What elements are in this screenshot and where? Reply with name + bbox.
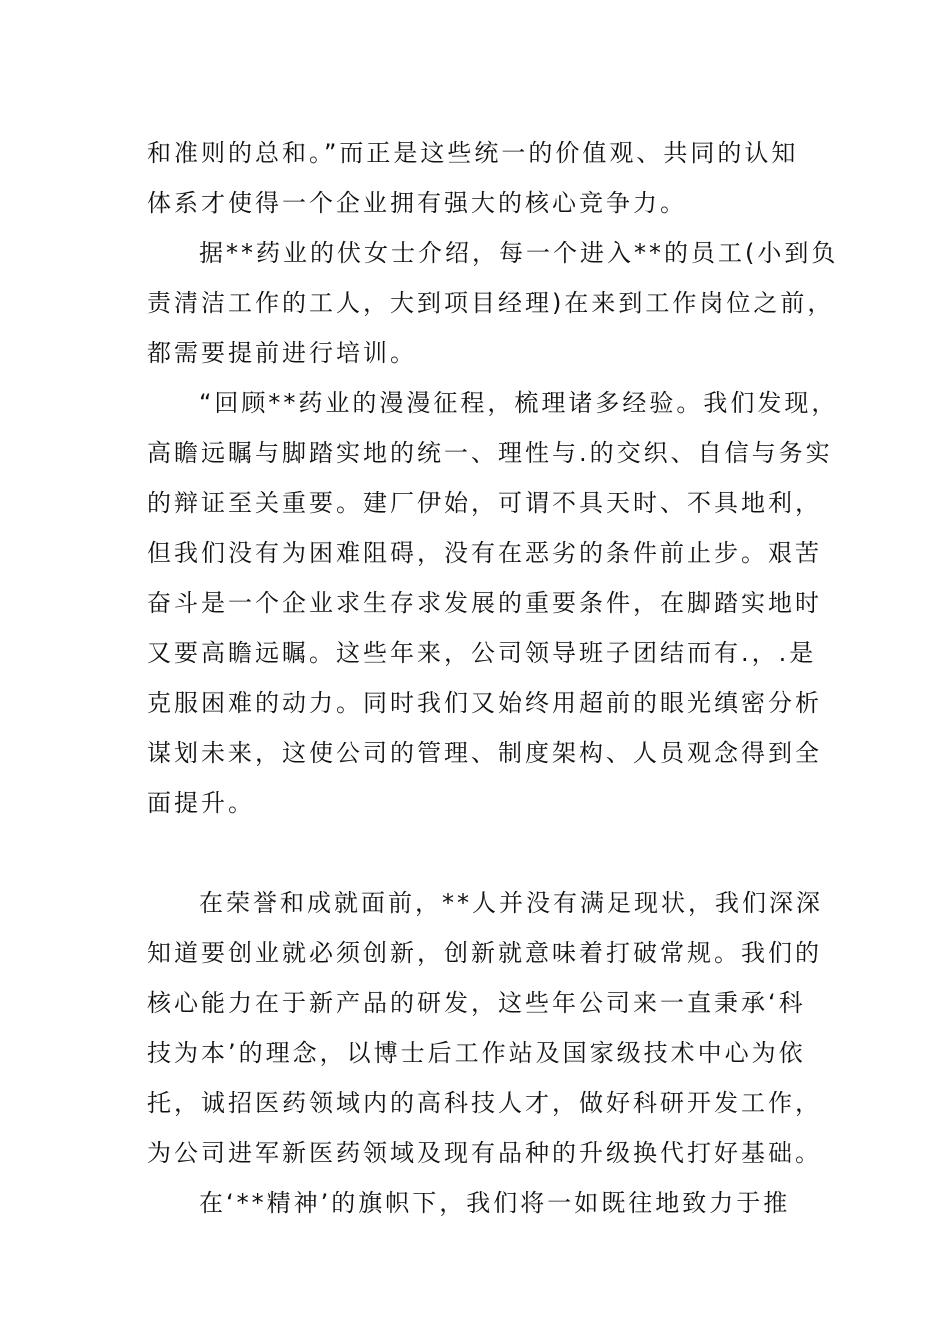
text-line: 谋划未来，这使公司的管理、制度架构、人员观念得到全 (147, 739, 822, 767)
text-line: 据**药业的伏女士介绍，每一个进入**的员工(小到负 (199, 239, 839, 267)
text-line: 奋斗是一个企业求生存求发展的重要条件，在脚踏实地时 (147, 589, 822, 617)
text-line: 知道要创业就必须创新，创新就意味着打破常规。我们的 (147, 939, 822, 967)
document-body (147, 128, 839, 1228)
text-line: 托，诚招医药领域内的高科技人才，做好科研开发工作， (147, 1089, 822, 1117)
text-line: 克服困难的动力。同时我们又始终用超前的眼光缜密分析 (147, 689, 822, 717)
text-line: 高瞻远瞩与脚踏实地的统一、理性与.的交织、自信与务实 (147, 439, 833, 467)
text-line: 技为本’的理念，以博士后工作站及国家级技术中心为依 (147, 1039, 806, 1067)
paragraph-2 (147, 228, 839, 378)
text-line: 体系才使得一个企业拥有强大的核心竞争力。 (147, 189, 687, 217)
text-line: 在荣誉和成就面前，**人并没有满足现状，我们深深 (199, 889, 823, 917)
text-line: 的辩证至关重要。建厂伊始，可谓不具天时、不具地利， (147, 489, 822, 517)
text-line: 但我们没有为困难阻碍，没有在恶劣的条件前止步。艰苦 (147, 539, 822, 567)
text-line: 又要高瞻远瞩。这些年来，公司领导班子团结而有.，.是 (147, 639, 817, 667)
text-line: 和准则的总和。”而正是这些统一的价值观、共同的认知 (147, 139, 799, 167)
text-line: 责清洁工作的工人，大到项目经理)在来到工作岗位之前， (147, 289, 835, 317)
text-line: “回顾**药业的漫漫征程，梳理诸多经验。我们发现， (199, 389, 839, 417)
paragraph-3 (147, 378, 839, 828)
paragraph-1 (147, 128, 817, 228)
text-line: 为公司进军新医药领域及现有品种的升级换代打好基础。 (147, 1139, 822, 1167)
paragraph-4 (147, 878, 823, 1178)
text-line: 核心能力在于新产品的研发，这些年公司来一直秉承‘科 (147, 989, 806, 1017)
text-line: 都需要提前进行培训。 (147, 339, 417, 367)
text-line: 面提升。 (147, 789, 255, 817)
paragraph-gap (147, 828, 817, 878)
paragraph-5 (147, 1178, 817, 1228)
text-line: 在‘**精神’的旗帜下，我们将一如既往地致力于推 (199, 1189, 791, 1217)
